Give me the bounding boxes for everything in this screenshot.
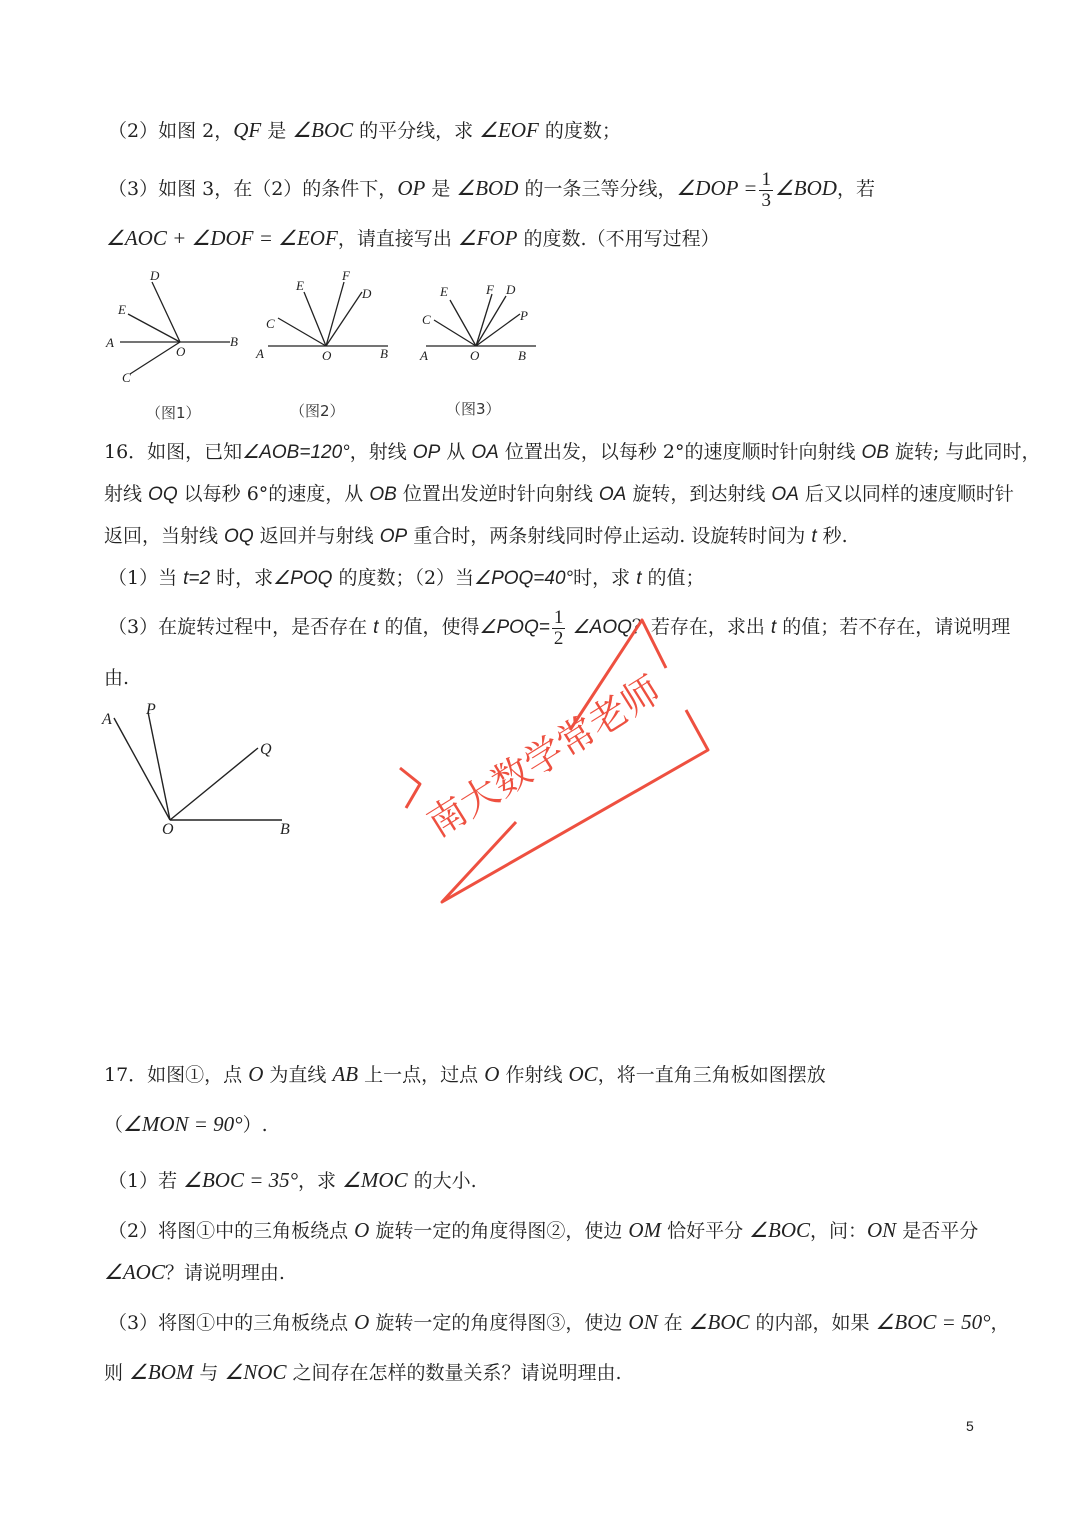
q17-line-6: （3）将图①中的三角板绕点 O 旋转一定的角度得图③，使边 ON 在 ∠BOC 的内部，如果 ∠BOC = 50°， (108, 1310, 1010, 1334)
fig1-label-o: O (176, 344, 186, 359)
fig2-label-e: E (296, 278, 304, 293)
q16-label-b: B (280, 821, 290, 838)
q16-line-3: 返回，当射线 OQ 返回并与射线 OP 重合时，两条射线同时停止运动. 设旋转时间为 t 秒. (104, 525, 848, 547)
q16-line-2: 射线 OQ 以每秒 6°的速度，从 OB 位置出发逆时针向射线 OA 旋转，到达射线 OA 后又以同样的速度顺时针 (104, 483, 1014, 505)
q16-label-p: P (146, 701, 156, 718)
fig3-label-o: O (470, 348, 480, 363)
q16-line-5: （3）在旋转过程中，是否存在 t 的值，使得∠POQ= $\frac{1}{2}$ ∠AOQ？若存在，求出 t 的值；若不存在，请说明理 (108, 606, 1011, 649)
fig1-label-c: C (122, 370, 131, 385)
q15-part3-condition: ∠AOC + ∠DOF = ∠EOF，请直接写出 ∠FOP 的度数.（不用写过程） (106, 226, 720, 250)
fig1-label-b: B (230, 334, 238, 349)
q16-line-4: （1）当 t=2 时，求∠POQ 的度数；（2）当∠POQ=40°时，求 t 的值； (108, 567, 705, 589)
fig2-label-f: F (342, 268, 350, 283)
fig2-label-c: C (266, 316, 275, 331)
watermark-text: 南大数学常老师 (420, 669, 669, 846)
q15-figure-2 (252, 262, 402, 372)
q17-line-1: 17．如图①，点 O 为直线 AB 上一点，过点 O 作射线 OC，将一直角三角板如图摆放 (104, 1062, 826, 1086)
q15-figure-3 (416, 278, 546, 372)
q17-line-2: （∠MON = 90°）. (104, 1112, 268, 1136)
q15-part2: （2）如图 2，QF 是 ∠BOC 的平分线，求 ∠EOF 的度数； (108, 118, 621, 142)
fig1-caption: （图1） (146, 404, 201, 422)
fig3-label-d: D (506, 282, 516, 297)
fig2-label-o: O (322, 348, 332, 363)
fig2-label-b: B (380, 346, 388, 361)
q16-label-o: O (162, 821, 174, 838)
fig1-label-d: D (150, 268, 160, 283)
fig2-caption: （图2） (290, 402, 345, 420)
q16-label-a: A (102, 711, 112, 728)
fig3-label-b: B (518, 348, 526, 363)
fig3-label-e: E (440, 284, 448, 299)
fraction-one-third: $\frac{1}{3}$ (761, 168, 771, 211)
fig1-label-e: E (118, 302, 126, 317)
fraction-one-half: $\frac{1}{2}$ (553, 606, 564, 649)
q17-line-7: 则 ∠BOM 与 ∠NOC 之间存在怎样的数量关系？请说明理由. (104, 1360, 622, 1384)
q17-line-3: （1）若 ∠BOC = 35°，求 ∠MOC 的大小. (108, 1168, 477, 1192)
page-number: 5 (966, 1418, 974, 1434)
fig3-label-c: C (422, 312, 431, 327)
fig1-label-a: A (106, 335, 114, 350)
fig2-label-a: A (256, 346, 264, 361)
fig3-label-p: P (520, 308, 528, 323)
fig3-caption: （图3） (446, 400, 501, 418)
q17-line-5: ∠AOC？请说明理由. (104, 1260, 285, 1284)
q15-part3: （3）如图 3，在（2）的条件下，OP 是 ∠BOD 的一条三等分线，∠DOP = $\frac{1}{3}$ ∠BOD，若 (108, 168, 875, 211)
fig3-label-f: F (486, 282, 494, 297)
watermark-stamp (380, 600, 720, 910)
fig3-label-a: A (420, 348, 428, 363)
q16-line-1: 16．如图，已知∠AOB=120°，射线 OP 从 OA 位置出发，以每秒 2°的速度顺时针向射线 OB 旋转; 与此同时， (104, 441, 1041, 463)
fig2-label-d: D (362, 286, 372, 301)
q17-line-4: （2）将图①中的三角板绕点 O 旋转一定的角度得图②，使边 OM 恰好平分 ∠BOC，问：ON 是否平分 (108, 1218, 979, 1242)
q16-figure (96, 698, 306, 844)
q15-figure-1 (100, 262, 250, 392)
q16-label-q: Q (260, 741, 272, 758)
q16-line-6: 由. (104, 667, 130, 689)
